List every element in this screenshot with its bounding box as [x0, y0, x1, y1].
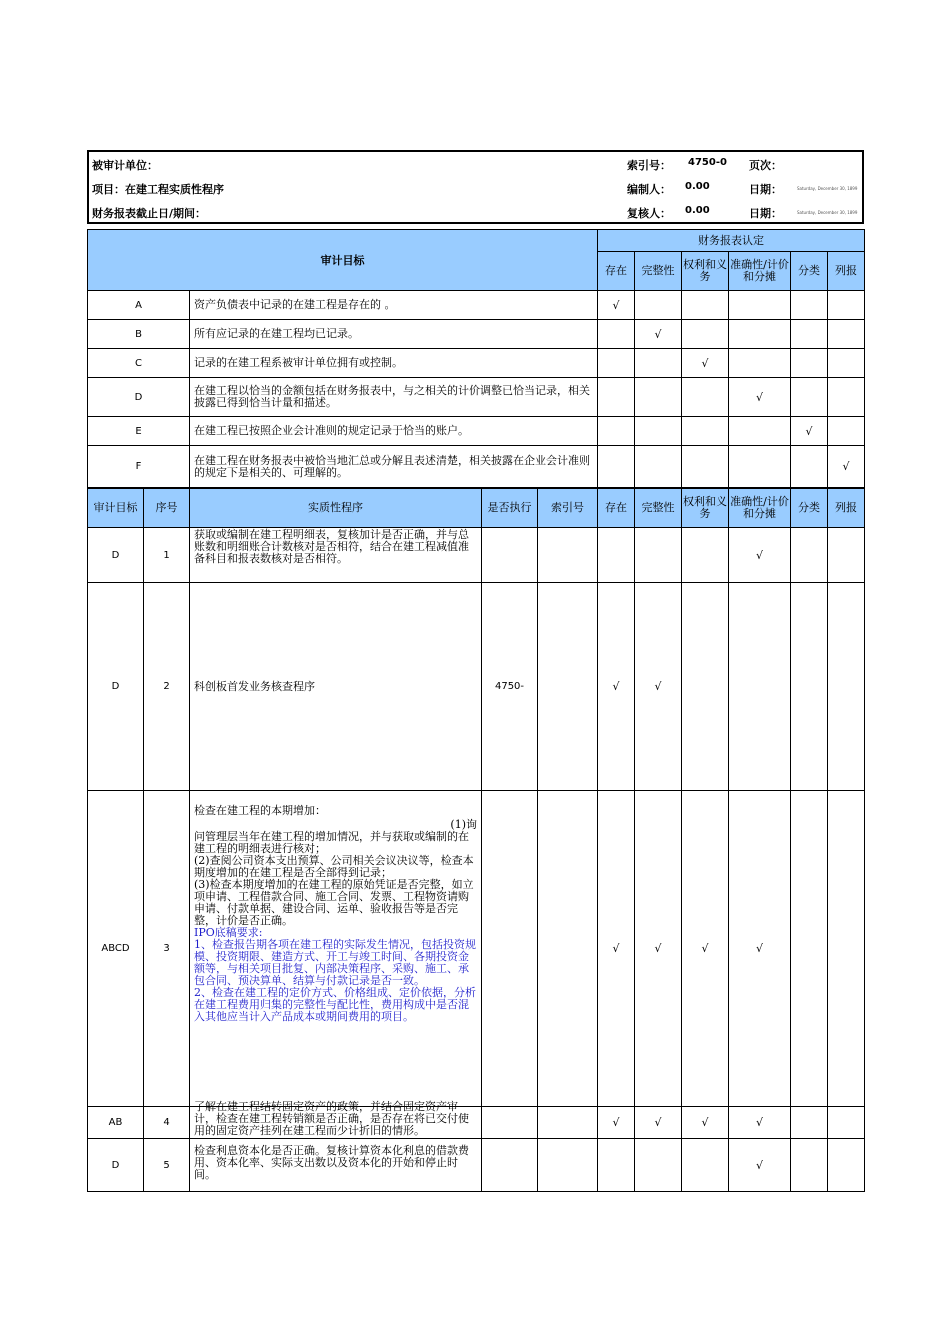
check-presentation: √: [828, 446, 865, 488]
check-presentation: [828, 1139, 865, 1192]
objective-code: D: [88, 378, 190, 417]
check-classification: [791, 320, 828, 349]
check-existence: √: [598, 791, 635, 1107]
col-header-index: 索引号: [538, 489, 598, 528]
objective-code: A: [88, 291, 190, 320]
assertion-header-completeness: 完整性: [635, 252, 682, 291]
check-rights: [682, 417, 729, 446]
check-valuation: √: [729, 791, 791, 1107]
check-presentation: [828, 417, 865, 446]
objectives-title: 审计目标: [88, 230, 598, 291]
assertion-header-rights: 权利和义务: [682, 252, 729, 291]
check-existence: [598, 378, 635, 417]
check-classification: [791, 583, 828, 791]
col-header-completeness: 完整性: [635, 489, 682, 528]
procedures-table: [87, 488, 865, 1192]
reviewer-value: 0.00: [685, 205, 710, 216]
check-existence: √: [598, 1107, 635, 1139]
check-valuation: √: [729, 378, 791, 417]
check-completeness: [635, 417, 682, 446]
row-seq: 3: [144, 791, 190, 1107]
check-valuation: [729, 417, 791, 446]
check-classification: √: [791, 417, 828, 446]
assertion-header-valuation: 准确性/计价和分摊: [729, 252, 791, 291]
procedure-text-body: [194, 805, 477, 1105]
row-seq: 4: [144, 1107, 190, 1139]
row-target: ABCD: [88, 791, 144, 1107]
date-label: 日期：: [749, 183, 782, 196]
objectives-table: [87, 229, 865, 488]
index-cell[interactable]: [538, 583, 598, 791]
check-presentation: [828, 528, 865, 583]
objective-row: [88, 417, 865, 446]
check-completeness: [635, 446, 682, 488]
executed-cell[interactable]: [482, 1107, 538, 1139]
row-target: AB: [88, 1107, 144, 1139]
check-rights: [682, 1139, 729, 1192]
check-classification: [791, 349, 828, 378]
objective-row: [88, 320, 865, 349]
ipo-requirements-title: IPO底稿要求:: [194, 926, 263, 939]
objective-text: 所有应记录的在建工程均已记录。: [190, 320, 598, 349]
check-presentation: [828, 1107, 865, 1139]
check-presentation: [828, 320, 865, 349]
date-value: Saturday, December 30, 1899: [797, 186, 858, 191]
period-label: 财务报表截止日/期间：: [92, 207, 207, 220]
table-row: [88, 583, 865, 791]
procedure-step-3: (3)检查本期度增加的在建工程的原始凭证是否完整，如立项申请、工程借款合同、施工合同、发票、工程物资请购申请、付款单据、建设合同、运单、验收报告等是否完整，计价是否正确。: [194, 878, 474, 927]
objective-text: 记录的在建工程系被审计单位拥有或控制。: [190, 349, 598, 378]
preparer-label: 编制人：: [627, 183, 671, 196]
row-target: D: [88, 528, 144, 583]
check-classification: [791, 528, 828, 583]
procedure-step-1: 问管理层当年在建工程的增加情况，并与获取或编制的在建工程的明细表进行核对；: [194, 830, 469, 855]
check-valuation: [729, 349, 791, 378]
assertion-header-existence: 存在: [598, 252, 635, 291]
check-rights: [682, 320, 729, 349]
row-seq: 2: [144, 583, 190, 791]
row-seq: 1: [144, 528, 190, 583]
objective-text: 在建工程已按照企业会计准则的规定记录于恰当的账户。: [190, 417, 598, 446]
check-valuation: [729, 320, 791, 349]
procedure-text: [190, 1100, 482, 1139]
index-label: 索引号：: [627, 159, 671, 172]
col-header-procedure: 实质性程序: [190, 489, 482, 528]
executed-cell[interactable]: [482, 1139, 538, 1192]
col-header-existence: 存在: [598, 489, 635, 528]
col-header-executed: 是否执行: [482, 489, 538, 528]
index-cell[interactable]: [538, 791, 598, 1107]
check-classification: [791, 446, 828, 488]
check-classification: [791, 1107, 828, 1139]
index-cell[interactable]: [538, 528, 598, 583]
check-rights: [682, 291, 729, 320]
check-existence: [598, 417, 635, 446]
check-completeness: √: [635, 583, 682, 791]
executed-cell[interactable]: 4750-: [482, 583, 538, 791]
procedure-text-body: 了解在建工程结转固定资产的政策，并结合固定资产审计，检查在建工程转销额是否正确，是否存在将已交付使用的固定资产挂列在建工程而少计折旧的情形。: [194, 1100, 469, 1137]
objective-code: F: [88, 446, 190, 488]
project-label: 项目：在建工程实质性程序: [92, 183, 224, 196]
check-existence: [598, 446, 635, 488]
check-completeness: [635, 528, 682, 583]
check-presentation: [828, 378, 865, 417]
objective-row: [88, 446, 865, 488]
objective-text: 资产负债表中记录的在建工程是存在的 。: [190, 291, 598, 320]
check-classification: [791, 291, 828, 320]
row-seq: 5: [144, 1139, 190, 1192]
procedure-text: [190, 528, 482, 583]
row-target: D: [88, 1139, 144, 1192]
index-value: 4750-0: [688, 157, 727, 168]
row-target: D: [88, 583, 144, 791]
procedure-text: 科创板首发业务核查程序: [190, 583, 482, 791]
index-cell[interactable]: [538, 1139, 598, 1192]
check-valuation: √: [729, 528, 791, 583]
check-presentation: [828, 291, 865, 320]
procedure-step-2: (2)查阅公司资本支出预算、公司相关会议决议等，检查本期度增加的在建工程是否全部得到记录；: [194, 854, 474, 879]
objectives-body: [88, 291, 865, 488]
check-presentation: [828, 791, 865, 1107]
check-existence: √: [598, 291, 635, 320]
check-valuation: [729, 291, 791, 320]
check-rights: [682, 528, 729, 583]
check-completeness: √: [635, 320, 682, 349]
check-valuation: [729, 446, 791, 488]
executed-cell[interactable]: [482, 528, 538, 583]
check-classification: [791, 791, 828, 1107]
check-existence: [598, 349, 635, 378]
check-classification: [791, 1139, 828, 1192]
check-classification: [791, 378, 828, 417]
check-presentation: [828, 349, 865, 378]
objective-code: B: [88, 320, 190, 349]
check-completeness: [635, 378, 682, 417]
procedure-text: [190, 791, 482, 1107]
objective-text: 在建工程在财务报表中被恰当地汇总或分解且表述清楚，相关披露在企业会计准则的规定下是相关的、可理解的。: [190, 446, 598, 488]
col-header-target: 审计目标: [88, 489, 144, 528]
check-presentation: [828, 583, 865, 791]
check-rights: √: [682, 1107, 729, 1139]
date-label-2: 日期：: [749, 207, 782, 220]
col-header-presentation: 列报: [828, 489, 865, 528]
check-valuation: √: [729, 1107, 791, 1139]
col-header-rights: 权利和义务: [682, 489, 729, 528]
check-completeness: [635, 1139, 682, 1192]
header-row-3: [89, 200, 862, 224]
ipo-requirement-1: 1、检查报告期各项在建工程的实际发生情况，包括投资规模、投资期限、建造方式、开工与竣工时间、各期投资金额等，与相关项目批复、内部决策程序、采购、施工、承包合同、预决算单、结算与付款记录是否一致。: [194, 938, 476, 987]
ipo-requirement-2: 2、检查在建工程的定价方式、价格组成、定价依据，分析在建工程费用归集的完整性与配比性，费用构成中是否混入其他应当计入产品成本或期间费用的项目。: [194, 986, 476, 1023]
index-cell[interactable]: [538, 1107, 598, 1139]
check-completeness: [635, 349, 682, 378]
workpaper-header: [87, 150, 864, 224]
check-rights: [682, 378, 729, 417]
procedure-intro: 检查在建工程的本期增加：: [194, 804, 326, 817]
objective-code: E: [88, 417, 190, 446]
header-row-2: [89, 176, 862, 200]
check-existence: [598, 320, 635, 349]
table-row: [88, 1139, 865, 1192]
objective-row: [88, 291, 865, 320]
assertion-group-header: 财务报表认定: [598, 230, 865, 252]
objective-row: [88, 349, 865, 378]
page-label: 页次：: [749, 159, 782, 172]
table-row: [88, 528, 865, 583]
date-value-2: Saturday, December 30, 1899: [797, 210, 858, 215]
procedure-text: 检查利息资本化是否正确。复核计算资本化利息的借款费用、资本化率、实际支出数以及资本化的开始和停止时间。: [190, 1139, 482, 1192]
procedure-text-body: 获取或编制在建工程明细表，复核加计是否正确，并与总账数和明细账合计数核对是否相符，结合在建工程减值准备科目和报表数核对是否相符。: [194, 528, 469, 565]
check-rights: √: [682, 349, 729, 378]
check-existence: [598, 528, 635, 583]
check-rights: [682, 446, 729, 488]
check-rights: √: [682, 791, 729, 1107]
col-header-valuation: 准确性/计价和分摊: [729, 489, 791, 528]
reviewer-label: 复核人：: [627, 207, 671, 220]
check-completeness: √: [635, 791, 682, 1107]
table-row: [88, 791, 865, 1107]
assertion-header-presentation: 列报: [828, 252, 865, 291]
check-valuation: [729, 583, 791, 791]
table-row: [88, 1107, 865, 1139]
check-existence: [598, 1139, 635, 1192]
procedure-step-1-number: (1)询: [450, 818, 477, 831]
col-header-seq: 序号: [144, 489, 190, 528]
check-completeness: [635, 291, 682, 320]
objective-text: 在建工程以恰当的金额包括在财务报表中，与之相关的计价调整已恰当记录，相关披露已得到恰当计量和描述。: [190, 378, 598, 417]
procedure-text-clip: [194, 1100, 477, 1138]
audited-unit-label: 被审计单位：: [92, 159, 158, 172]
check-rights: [682, 583, 729, 791]
check-completeness: √: [635, 1107, 682, 1139]
executed-cell[interactable]: [482, 791, 538, 1107]
check-existence: √: [598, 583, 635, 791]
assertion-header-classification: 分类: [791, 252, 828, 291]
header-row-1: [89, 152, 862, 176]
check-valuation: √: [729, 1139, 791, 1192]
preparer-value: 0.00: [685, 181, 710, 192]
objective-code: C: [88, 349, 190, 378]
col-header-classification: 分类: [791, 489, 828, 528]
objective-row: [88, 378, 865, 417]
